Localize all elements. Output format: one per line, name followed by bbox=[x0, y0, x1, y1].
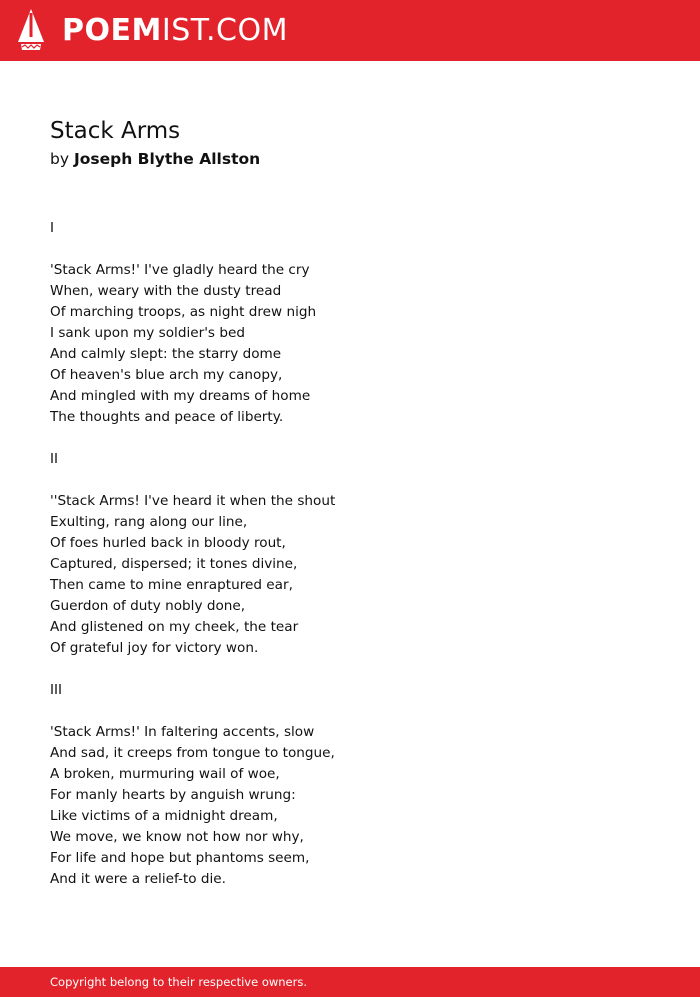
poem-line: And calmly slept: the starry dome bbox=[50, 346, 282, 362]
stanza-spacer bbox=[50, 659, 650, 680]
poem-line: Of heaven's blue arch my canopy, bbox=[50, 367, 283, 383]
logo-bold-part: POEM bbox=[62, 13, 162, 48]
stanza-spacer bbox=[50, 701, 650, 722]
site-footer bbox=[0, 967, 700, 997]
poem-line: When, weary with the dusty tread bbox=[50, 283, 282, 299]
poem-author: Joseph Blythe Allston bbox=[73, 150, 261, 168]
poem-line: 'Stack Arms!' In faltering accents, slow bbox=[50, 724, 315, 740]
site-logo-text[interactable] bbox=[62, 13, 288, 49]
poem-line: ''Stack Arms! I've heard it when the shout bbox=[50, 493, 336, 509]
stanza-spacer bbox=[50, 239, 650, 260]
poem-line: Then came to mine enraptured ear, bbox=[50, 577, 293, 593]
poem-line: The thoughts and peace of liberty. bbox=[50, 409, 284, 425]
poem-line: Exulting, rang along our line, bbox=[50, 514, 248, 530]
stanza-spacer bbox=[50, 428, 650, 449]
poem-line: And glistened on my cheek, the tear bbox=[50, 619, 299, 635]
poem-line: We move, we know not how nor why, bbox=[50, 829, 304, 845]
poem-line: For life and hope but phantoms seem, bbox=[50, 850, 310, 866]
poem-line: And it were a relief-to die. bbox=[50, 871, 226, 887]
copyright-notice: Copyright belong to their respective owners. bbox=[50, 975, 308, 989]
poem-line: Of foes hurled back in bloody rout, bbox=[50, 535, 286, 551]
poem-title: Stack Arms bbox=[50, 118, 181, 144]
poem-line: Of marching troops, as night drew nigh bbox=[50, 304, 317, 320]
logo-light-part: IST.COM bbox=[161, 13, 288, 48]
poem-byline bbox=[50, 148, 260, 170]
poem-line: And sad, it creeps from tongue to tongue, bbox=[50, 745, 335, 761]
poem-line: Of grateful joy for victory won. bbox=[50, 640, 259, 656]
poem-body bbox=[50, 218, 650, 890]
site-header bbox=[0, 0, 700, 61]
poem-line: Guerdon of duty nobly done, bbox=[50, 598, 246, 614]
poem-line: For manly hearts by anguish wrung: bbox=[50, 787, 296, 803]
poem-line: A broken, murmuring wail of woe, bbox=[50, 766, 280, 782]
poem-line: II bbox=[50, 451, 59, 467]
poem-line: I bbox=[50, 220, 55, 236]
poem-line: Captured, dispersed; it tones divine, bbox=[50, 556, 298, 572]
poem-line: Like victims of a midnight dream, bbox=[50, 808, 278, 824]
byline-prefix: by bbox=[50, 150, 70, 168]
poem-line: III bbox=[50, 682, 63, 698]
poem-line: 'Stack Arms!' I've gladly heard the cry bbox=[50, 262, 310, 278]
pen-nib-logo-icon[interactable] bbox=[18, 9, 44, 51]
poem-line: And mingled with my dreams of home bbox=[50, 388, 311, 404]
poem-line: I sank upon my soldier's bed bbox=[50, 325, 245, 341]
stanza-spacer bbox=[50, 470, 650, 491]
